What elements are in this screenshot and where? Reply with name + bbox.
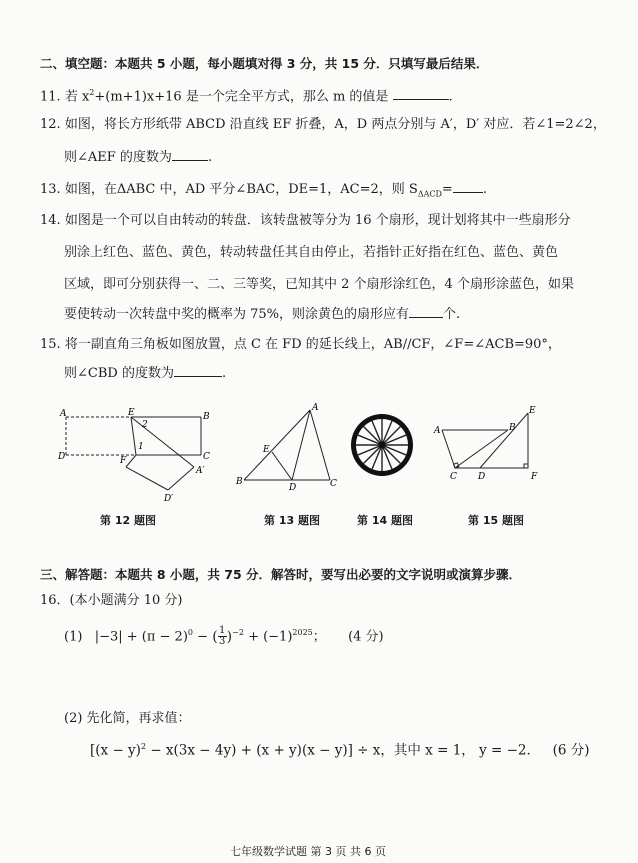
q12-answer-blank[interactable]	[172, 148, 208, 161]
question-14-line4: 要使转动一次转盘中奖的概率为 75%，则涂黄色的扇形应有 个.	[64, 307, 461, 322]
q11-number: 11.	[40, 89, 61, 105]
fig12-label-F: F	[120, 456, 127, 466]
q11-answer-blank[interactable]	[393, 87, 449, 100]
fig12-label-D: D	[58, 452, 66, 462]
q15-answer-blank[interactable]	[174, 364, 222, 377]
fig12-label-C: C	[203, 452, 210, 462]
q11-mid: +(m+1)x+16 是一个完全平方式，那么 m 的值是	[94, 89, 389, 105]
caption-fig13: 第 13 题图	[264, 514, 320, 527]
q11-pre: 若 x	[64, 89, 90, 105]
q16-part1-score: (4 分)	[348, 629, 384, 645]
caption-fig14: 第 14 题图	[357, 514, 413, 527]
q16-part2-label: (2) 先化简，再求值：	[64, 711, 191, 726]
q14-answer-blank[interactable]	[409, 305, 443, 318]
caption-fig12: 第 12 题图	[100, 514, 156, 527]
fig13-label-D: D	[289, 483, 297, 493]
fig13-label-C: C	[330, 479, 337, 489]
fig13-label-E: E	[263, 445, 270, 455]
fig15-label-D: D	[478, 472, 486, 482]
question-15-line2: 则∠CBD 的度数为 .	[64, 366, 227, 381]
question-13: 13. 如图，在ΔABC 中，AD 平分∠BAC，DE=1，AC=2，则 $S_{\Delta ACD}=$ .	[40, 182, 487, 199]
fig15-label-F: F	[531, 472, 538, 482]
section2-heading: 二、填空题：本题共 5 小题，每小题填对得 3 分，共 15 分．只填写最后结果．	[40, 56, 489, 71]
fig13-label-B: B	[236, 477, 243, 487]
q16-part1: (1) $|-3| + (\pi - 2)^0$ − ( $\frac{1}{3}$ )$^{-2} + (-1)^{2025}$； (4 分)	[64, 625, 384, 648]
q16-part2-score: (6 分)	[552, 742, 590, 759]
q16-part2-expression: $[(x - y)^2 - x(3x - 4y) + (x + y)(x - y)] \div x$，其中 x = 1， y = −2． (6 分)	[90, 742, 590, 759]
figure-12	[56, 405, 216, 505]
section3-heading: 三、解答题：本题共 8 小题，共 75 分．解答时，要写出必要的文字说明或演算步骤．	[40, 567, 522, 582]
question-14-line2: 别涂上红色、蓝色、黄色，转动转盘任其自由停止，若指针正好指在红色、蓝色、黄色	[64, 245, 559, 260]
caption-fig15: 第 15 题图	[468, 514, 524, 527]
q16-title: 16．(本小题满分 10 分)	[40, 593, 183, 608]
question-15-line1: 15. 将一副直角三角板如图放置，点 C 在 FD 的延长线上，AB//CF，∠F=∠ACB=90°，	[40, 337, 561, 352]
fig15-label-B: B	[509, 423, 516, 433]
fig15-label-E: E	[529, 406, 536, 416]
fig12-label-E: E	[128, 408, 135, 418]
page-footer: 七年级数学试题 第 3 页 共 6 页	[230, 845, 386, 858]
fig12-angle-2: 2	[142, 420, 148, 430]
figure-15	[430, 405, 545, 485]
q13-answer-blank[interactable]	[453, 180, 483, 193]
fig13-label-A: A	[312, 403, 319, 413]
fig15-label-C: C	[450, 472, 457, 482]
fig12-label-A-prime: A′	[196, 466, 205, 476]
figure-13	[232, 400, 342, 495]
fig15-label-A: A	[434, 426, 441, 436]
question-14-line1: 14. 如图是一个可以自由转动的转盘．该转盘被等分为 16 个扇形，现计划将其中一些扇形分	[40, 213, 571, 228]
fig12-label-A: A	[60, 409, 67, 419]
question-12-line2: 则∠AEF 的度数为 .	[64, 150, 213, 165]
spinner-wheel-figure	[349, 412, 415, 478]
question-12-line1: 12. 如图，将长方形纸带 ABCD 沿直线 EF 折叠，A，D 两点分别与 A′，D′ 对应．若∠1=2∠2，	[40, 117, 606, 132]
fig12-label-D-prime: D′	[164, 494, 174, 504]
question-14-line3: 区域，即可分别获得一、二、三等奖，已知其中 2 个扇形涂红色，4 个扇形涂蓝色，如果	[64, 277, 574, 292]
fig12-label-B: B	[203, 412, 210, 422]
question-11: 11. 若 $x^2+(m+1)x+16$ 是一个完全平方式，那么 m 的值是 .	[40, 88, 453, 105]
fig12-angle-1: 1	[138, 442, 144, 452]
